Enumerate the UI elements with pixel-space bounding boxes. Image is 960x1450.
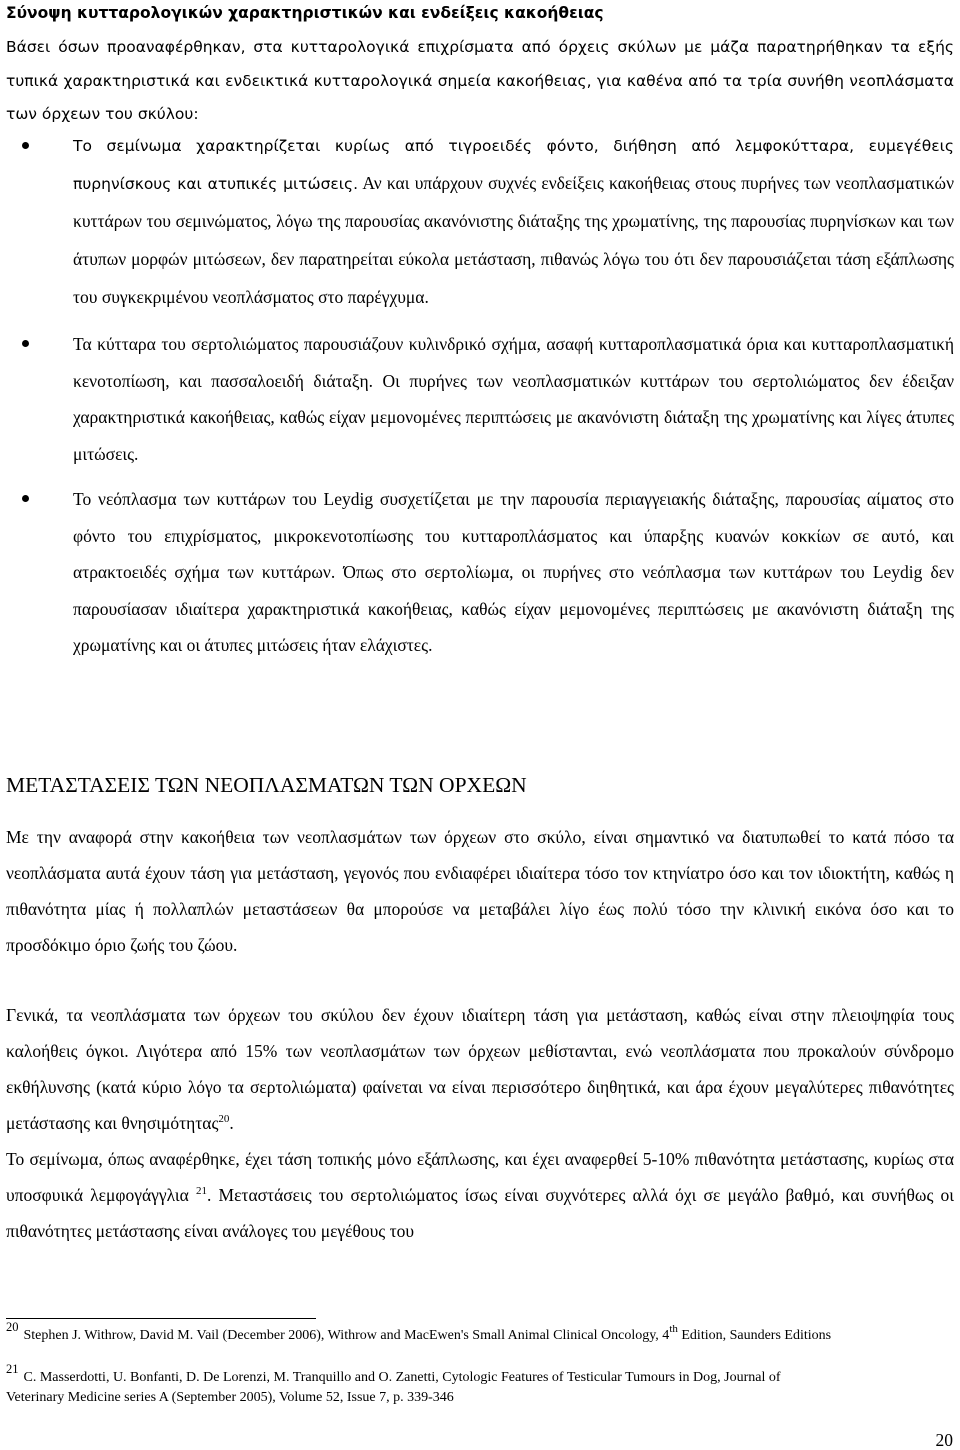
paragraph-end-period: . xyxy=(229,1113,234,1133)
leydig-text: Το νεόπλασμα των κυττάρων του Leydig συσχετίζεται με την παρουσία περιαγγειακής διάταξης, παρουσίας αίματος στο φόντο του επιχρίσματος, μικροκενοτοπίωσης του κυτταροπλάσματος και ύπαρξης κυανών κοκκίων σε αυτό, και ατρακτοειδές σχήμα των κυττάρων. Όπως στο σερτολίωμα, οι πυρήνες στο νεόπλασμα των κυττάρων του Leydig δεν παρουσίασαν ιδιαίτερα χαρακτηριστικά κακοήθειας, καθώς είχαν μεμονομένες περιπτώσεις με ακανόνιστη διάταξη της χρωματίνης και οι άτυπες μιτώσεις ήταν ελάχιστες. xyxy=(73,489,954,655)
footnote-21: 21C. Masserdotti, U. Bonfanti, D. De Lorenzi, M. Tranquillo and O. Zanetti, Cytologic Features of Testicular Tumours in Dog, Journal of Veterinary Medicine series A (September 2005), Volume 52, Issue 7, p. 339-346 xyxy=(6,1362,781,1405)
list-item-leydig xyxy=(0,481,954,664)
list-item-sertolioma xyxy=(0,326,954,472)
footnote-20-sup: th xyxy=(669,1323,678,1335)
bullet-icon xyxy=(22,142,29,149)
seminoma-rest-text: Αν και υπάρχουν συχνές ενδείξεις κακοήθειας στους πυρήνες των νεοπλασματικών κυττάρων του σεμινώματος, λόγω της παρουσίας ακανόνιστης διάταξης της χρωματίνης, της παρουσίας πυρηνίσκων και των άτυπων μορφών μιτώσεων, δεν παρατηρείται εύκολα μετάσταση, πιθανώς λόγω του ότι δεν παρουσιάζεται τάση εξάπλωσης του συγκεκριμένου νεοπλάσματος στο παρέγχυμα. xyxy=(73,173,954,307)
paragraph-metastasis-general-text: Γενικά, τα νεοπλάσματα των όρχεων του σκύλου δεν έχουν ιδιαίτερη τάση για μετάσταση, καθώς είναι στην πλειοψηφία τους καλοήθεις όγκοι. Λιγότερα από 15% των νεοπλασμάτων των όρχεων μεθίστανται, ενώ νεοπλάσματα που προκαλούν σύνδρομο εκθήλυνσης (κατά κύριο λόγο τα σερτολιώματα) φαίνεται να είναι περισσότερο διηθητικά, και άρα έχουν μεγαλύτερες πιθανότητες μετάστασης και θνησιμότητας xyxy=(6,1005,954,1133)
seminoma-lead-text: Το σεμίνωμα χαρακτηρίζεται κυρίως από τιγροειδές φόντο, διήθηση από λεμφοκύτταρα, ευμεγέθεις πυρηνίσκους και ατυπικές μιτώσεις. xyxy=(73,137,954,193)
paragraph-seminoma-metastasis xyxy=(6,1141,954,1249)
tumour-summary-list xyxy=(0,128,960,673)
paragraph-seminoma-text-b: . Μεταστάσεις του σερτολιώματος ίσως είναι συχνότερες αλλά όχι σε μεγάλο βαθμό, και συνήθως οι πιθανότητες μετάστασης είναι ανάλογες του μεγέθους του xyxy=(6,1185,955,1241)
paragraph-metastasis-general xyxy=(6,997,954,1141)
sertolioma-text: Τα κύτταρα του σερτολιώματος παρουσιάζουν κυλινδρικό σχήμα, ασαφή κυτταροπλασματικά όρια και κυτταροπλασματική κενοτοπίωση, και πασσαλοειδή διάταξη. Οι πυρήνες των νεοπλασματικών κυττάρων του σερτολιώματος δεν έδειξαν χαρακτηριστικά κακοήθειας, καθώς είχαν μεμονομένες περιπτώσεις με ακανόνιστη διάταξη της χρωματίνης και λίγες άτυπες μιτώσεις. xyxy=(73,334,954,464)
bullet-icon xyxy=(22,495,29,502)
list-item-seminoma xyxy=(0,128,954,317)
footnote-20 xyxy=(6,1320,946,1346)
bullet-icon xyxy=(22,340,29,347)
footnote-20-text-b: Edition, Saunders Editions xyxy=(677,1328,832,1343)
footnote-21-line1: C. Masserdotti, U. Bonfanti, D. De Lorenzi, M. Tranquillo and O. Zanetti, Cytologic Features of Testicular Tumours in Dog, Journal of xyxy=(23,1370,781,1385)
footnote-20-text-a: Stephen J. Withrow, David M. Vail (December 2006), Withrow and MacEwen's Small Animal Clinical Oncology, 4 xyxy=(23,1328,670,1343)
intro-paragraph: Βάσει όσων προαναφέρθηκαν, στα κυτταρολογικά επιχρίσματα από όρχεις σκύλων με μάζα παρατηρήθηκαν τα εξής τυπικά χαρακτηριστικά και ενδεικτικά κυτταρολογικά σημεία κακοήθειας, για καθένα από τα τρία συνήθη νεοπλάσματα των όρχεων του σκύλου: xyxy=(6,38,954,123)
paragraph-seminoma-text-a: Το σεμίνωμα, όπως αναφέρθηκε, έχει τάση τοπικής μόνο εξάπλωσης, και έχει αναφερθεί 5-10% πιθανότητα μετάστασης, κυρίως στα υποσφυικά λεμφογάγγλια xyxy=(6,1149,954,1205)
footnote-ref-21[interactable]: 21 xyxy=(195,1185,207,1197)
paragraph-malignancy: Με την αναφορά στην κακοήθεια των νεοπλασμάτων των όρχεων στο σκύλο, είναι σημαντικό να διατυπωθεί το κατά πόσο τα νεοπλάσματα αυτά έχουν τάση για μετάσταση, γεγονός που ενδιαφέρει ιδιαίτερα τόσο τον κτηνίατρο όσο και τον ιδιοκτήτη, καθώς η πιθανότητα μίας ή πολλαπλών μεταστάσεων θα μπορούσε να μεταβάλει λίγο έως πολύ τόσο την κλινική εικόνα όσο και το προσδόκιμο όριο ζωής του ζώου. xyxy=(6,827,954,955)
footnote-21-line2: Veterinary Medicine series A (September 2005), Volume 52, Issue 7, p. 339-346 xyxy=(6,1390,454,1405)
page-number: 20 xyxy=(935,1430,953,1450)
footnote-separator xyxy=(6,1318,316,1319)
footnote-ref-20[interactable]: 20 xyxy=(218,1113,230,1125)
section-heading-cytology-summary: Σύνοψη κυτταρολογικών χαρακτηριστικών και ενδείξεις κακοήθειας xyxy=(6,4,604,22)
footnote-number: 20 xyxy=(6,1320,19,1334)
section-heading-metastases: ΜΕΤΑΣΤΑΣΕΙΣ ΤΩΝ ΝΕΟΠΛΑΣΜΑΤΩΝ ΤΩΝ ΟΡΧΕΩΝ xyxy=(6,773,527,797)
